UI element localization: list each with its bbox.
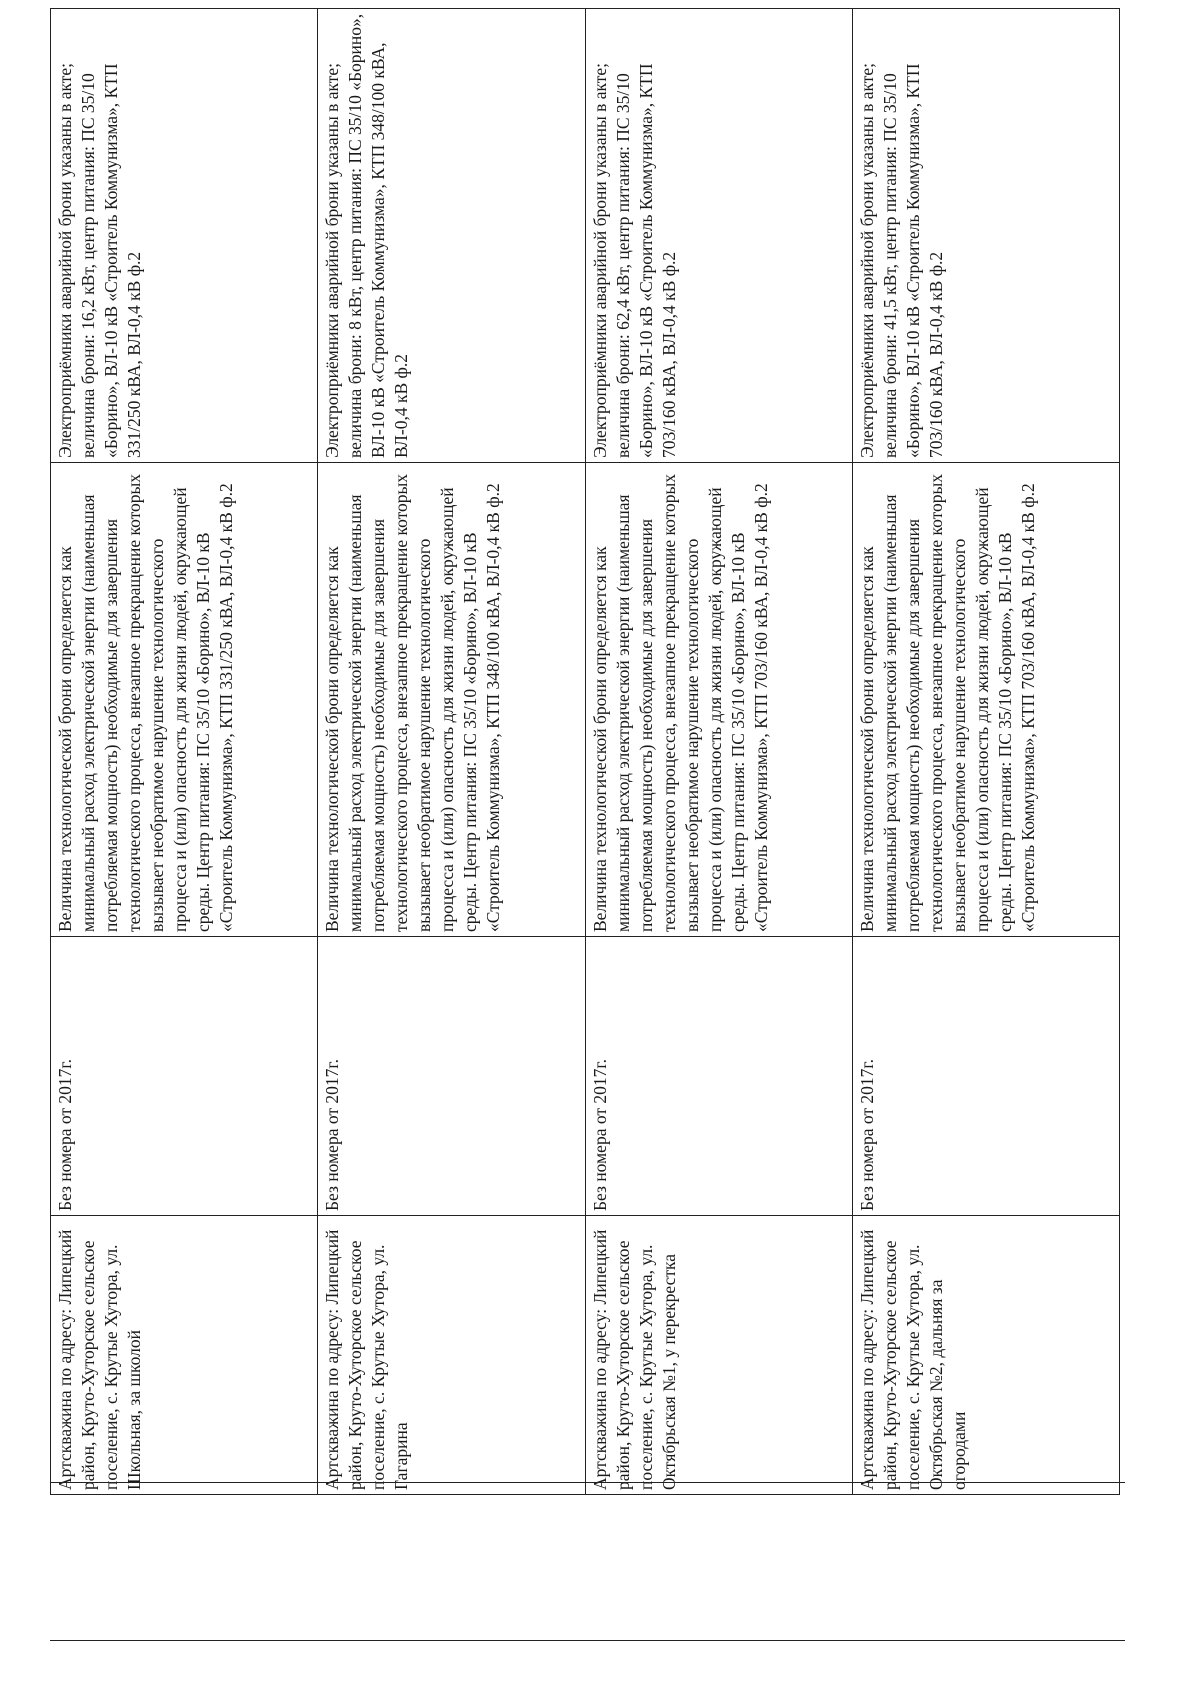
act-cell: Без номера от 2017г. <box>318 937 585 1216</box>
location-cell: Артскважина по адресу: Липецкий район, Круто-Хуторское сельское поселение, с. Крутые Хутора, ул. Школьная, за школой <box>51 1216 318 1495</box>
tech-reserve-cell: Величина технологической брони определяется как минимальный расход электрической энергии (наименьшая потребляемая мощность) необходимые для завершения технологического процесса, внезапное прекращение которых вызывает необратимое нарушение технологического процесса и (или) опасность для жизни людей, окружающей среды. Центр питания: ПС 35/10 «Борино», ВЛ-10 кВ «Строитель Коммунизма», КТП 348/100 кВА, ВЛ-0,4 кВ ф.2 <box>318 463 585 937</box>
location-cell: Артскважина по адресу: Липецкий район, Круто-Хуторское сельское поселение, с. Крутые Хутора, ул. Октябрьская №2, дальняя за огородами <box>852 1216 1119 1495</box>
location-cell: Артскважина по адресу: Липецкий район, Круто-Хуторское сельское поселение, с. Крутые Хутора, ул. Гагарина <box>318 1216 585 1495</box>
reserve-table <box>50 8 1120 1495</box>
table-row <box>585 9 852 1495</box>
emergency-reserve-cell: Электроприёмники аварийной брони указаны в акте; величина брони: 62,4 кВт, центр питания: ПС 35/10 «Борино», ВЛ-10 кВ «Строитель Коммунизма», КТП 703/160 кВА, ВЛ-0,4 кВ ф.2 <box>585 9 852 463</box>
emergency-reserve-cell: Электроприёмники аварийной брони указаны в акте; величина брони: 16,2 кВт, центр питания: ПС 35/10 «Борино», ВЛ-10 кВ «Строитель Коммунизма», КТП 331/250 кВА, ВЛ-0,4 кВ ф.2 <box>51 9 318 463</box>
emergency-reserve-cell: Электроприёмники аварийной брони указаны в акте; величина брони: 8 кВт, центр питания: ПС 35/10 «Борино», ВЛ-10 кВ «Строитель Коммунизма», КТП 348/100 кВА, ВЛ-0,4 кВ ф.2 <box>318 9 585 463</box>
rotated-table-wrapper <box>50 13 1120 1495</box>
table-row <box>318 9 585 1495</box>
table-row <box>51 9 318 1495</box>
tech-reserve-cell: Величина технологической брони определяется как минимальный расход электрической энергии (наименьшая потребляемая мощность) необходимые для завершения технологического процесса, внезапное прекращение которых вызывает необратимое нарушение технологического процесса и (или) опасность для жизни людей, окружающей среды. Центр питания: ПС 35/10 «Борино», ВЛ-10 кВ «Строитель Коммунизма», КТП 703/160 кВА, ВЛ-0,4 кВ ф.2 <box>585 463 852 937</box>
location-cell: Артскважина по адресу: Липецкий район, Круто-Хуторское сельское поселение, с. Крутые Хутора, ул. Октябрьская №1, у перекрестка <box>585 1216 852 1495</box>
act-cell: Без номера от 2017г. <box>585 937 852 1216</box>
tech-reserve-cell: Величина технологической брони определяется как минимальный расход электрической энергии (наименьшая потребляемая мощность) необходимые для завершения технологического процесса, внезапное прекращение которых вызывает необратимое нарушение технологического процесса и (или) опасность для жизни людей, окружающей среды. Центр питания: ПС 35/10 «Борино», ВЛ-10 кВ «Строитель Коммунизма», КТП 331/250 кВА, ВЛ-0,4 кВ ф.2 <box>51 463 318 937</box>
table-row <box>852 9 1119 1495</box>
tech-reserve-cell: Величина технологической брони определяется как минимальный расход электрической энергии (наименьшая потребляемая мощность) необходимые для завершения технологического процесса, внезапное прекращение которых вызывает необратимое нарушение технологического процесса и (или) опасность для жизни людей, окружающей среды. Центр питания: ПС 35/10 «Борино», ВЛ-10 кВ «Строитель Коммунизма», КТП 703/160 кВА, ВЛ-0,4 кВ ф.2 <box>852 463 1119 937</box>
act-cell: Без номера от 2017г. <box>852 937 1119 1216</box>
horizontal-rule <box>50 1482 1125 1483</box>
emergency-reserve-cell: Электроприёмники аварийной брони указаны в акте; величина брони: 41,5 кВт, центр питания: ПС 35/10 «Борино», ВЛ-10 кВ «Строитель Коммунизма», КТП 703/160 кВА, ВЛ-0,4 кВ ф.2 <box>852 9 1119 463</box>
horizontal-rule <box>50 1640 1125 1641</box>
act-cell: Без номера от 2017г. <box>51 937 318 1216</box>
